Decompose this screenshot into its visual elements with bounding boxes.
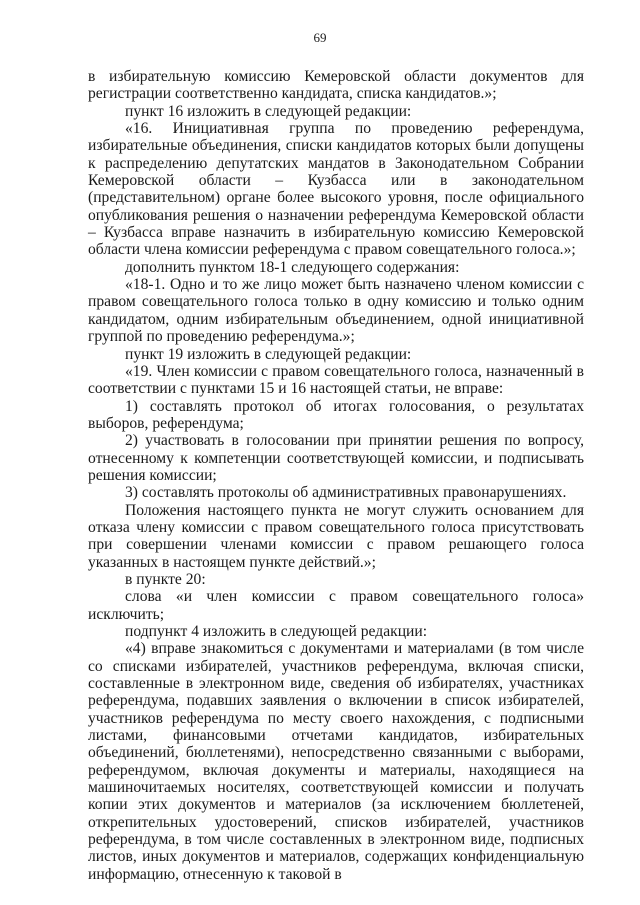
paragraph-5: «18-1. Одно и то же лицо может быть назначено членом комиссии с правом совещательного голоса только в одну комиссию и только одним кандидатом, одним избирательным объединением, одной инициативной группой по проведению референдума.»; [88, 276, 584, 346]
paragraph-9: 2) участвовать в голосовании при принятии решения по вопросу, отнесенному к компетенции соответствующей комиссии, и подписывать решения комиссии; [88, 432, 584, 484]
paragraph-12: в пункте 20: [125, 570, 206, 588]
paragraph-15: «4) вправе знакомиться с документами и материалами (в том числе со списками избирателей, участников референдума, включая списки, составленные в электронном виде, сведения об избирателях, участниках референдума, подавших заявления о включении в список избирателей, участников референдума по месту своего нахождения, с подписными листами, финансовыми отчетами кандидатов, избирательных объединений, бюллетенями), непосредственно связанными с выборами, референдумом, включая документы и материалы, находящиеся на машиночитаемых носителях, соответствующей комиссии и получать копии этих документов и материалов (за исключением бюллетеней, открепительных удостоверений, списков избирателей, участников референдума, в том числе составленных в электронном виде, подписных листов, иных документов и материалов, содержащих конфиденциальную информацию, отнесенную к таковой в [88, 640, 584, 883]
page-number: 69 [313, 30, 327, 45]
paragraph-8: 1) составлять протокол об итогах голосования, о результатах выборов, референдума; [88, 397, 584, 432]
paragraph-13: слова «и член комиссии с правом совещательного голоса» исключить; [88, 588, 584, 623]
document-body [88, 68, 584, 883]
paragraph-3: «16. Инициативная группа по проведению референдума, избирательные объединения, списки кандидатов которых были допущены к распределению депутатских мандатов в Законодательном Собрании Кемеровской области – Кузбасса или в законодательном (представительном) органе более высокого уровня, после официального опубликования решения о назначении референдума Кемеровской области – Кузбасса вправе назначить в избирательную комиссию Кемеровской области члена комиссии референдума с правом совещательного голоса.»; [88, 120, 584, 259]
paragraph-1: в избирательную комиссию Кемеровской области документов для регистрации соответственно кандидата, списка кандидатов.»; [88, 68, 584, 103]
paragraph-14: подпункт 4 изложить в следующей редакции: [125, 623, 428, 640]
paragraph-2: пункт 16 изложить в следующей редакции: [125, 102, 412, 120]
paragraph-11: Положения настоящего пункта не могут служить основанием для отказа члену комиссии с правом совещательного голоса присутствовать при совершении членами комиссии с правом решающего голоса указанных в настоящем пункте действий.»; [88, 501, 584, 571]
paragraph-4: дополнить пунктом 18-1 следующего содержания: [125, 258, 460, 276]
paragraph-6: пункт 19 изложить в следующей редакции: [125, 345, 412, 363]
paragraph-10: 3) составлять протоколы об административных правонарушениях. [125, 484, 567, 502]
paragraph-7: «19. Член комиссии с правом совещательного голоса, назначенный в соответствии с пунктами 15 и 16 настоящей статьи, не вправе: [88, 362, 584, 398]
